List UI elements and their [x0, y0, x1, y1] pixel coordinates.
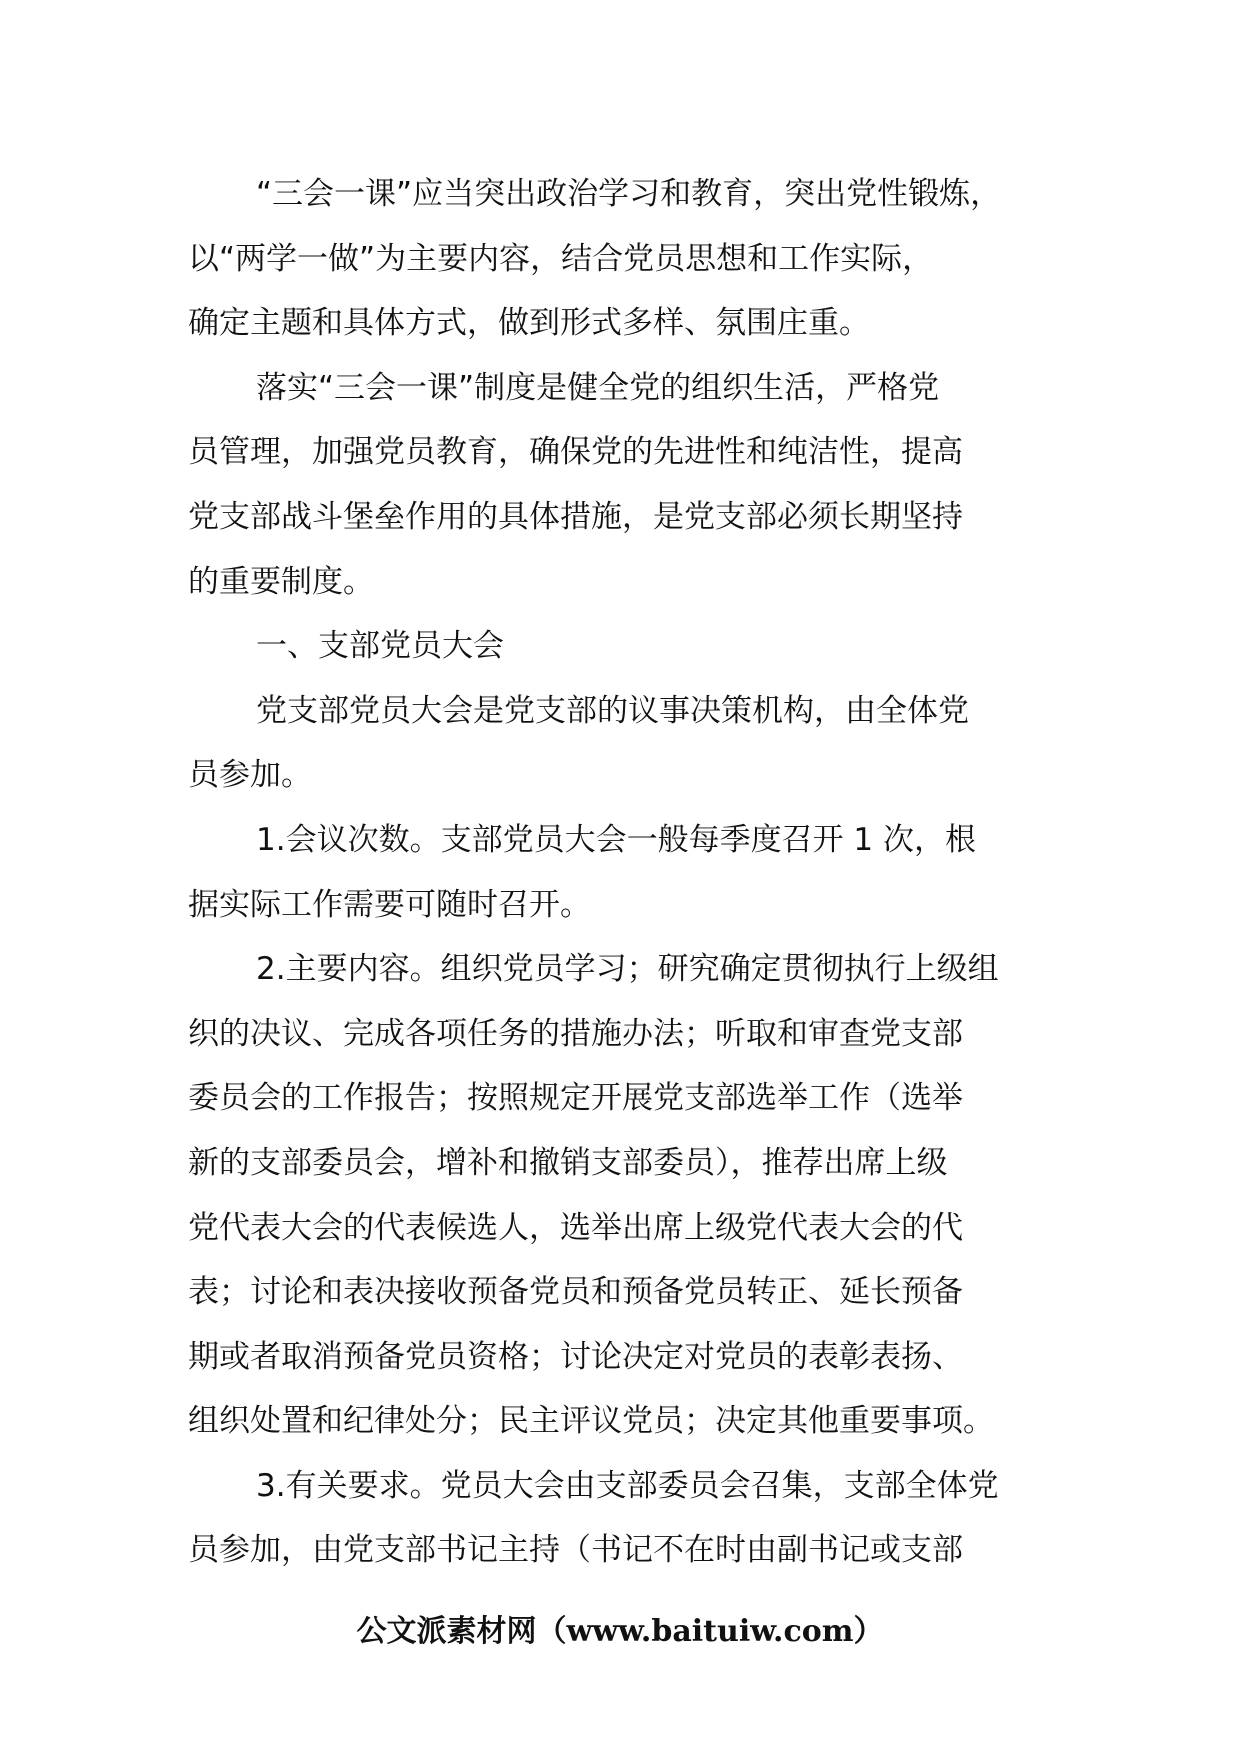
- text-line: 新的支部委员会，增补和撤销支部委员），推荐出席上级: [188, 1144, 948, 1181]
- text-line: 员参加。: [188, 757, 312, 794]
- text-line: 员管理，加强党员教育，确保党的先进性和纯洁性，提高: [188, 434, 963, 471]
- text-line: 3.有关要求。党员大会由支部委员会召集，支部全体党: [256, 1467, 999, 1504]
- document-body: [188, 162, 1078, 1583]
- text-line: 据实际工作需要可随时召开。: [188, 886, 591, 923]
- text-line: 委员会的工作报告；按照规定开展党支部选举工作（选举: [188, 1080, 963, 1117]
- text-line: 1.会议次数。支部党员大会一般每季度召开 1 次，根: [256, 821, 977, 858]
- text-line: 确定主题和具体方式，做到形式多样、氛围庄重。: [188, 305, 870, 342]
- text-line: 期或者取消预备党员资格；讨论决定对党员的表彰表扬、: [188, 1338, 963, 1375]
- text-line: 织的决议、完成各项任务的措施办法；听取和审查党支部: [188, 1015, 963, 1052]
- text-line: 员参加，由党支部书记主持（书记不在时由副书记或支部: [188, 1532, 963, 1569]
- text-line: 落实“三会一课”制度是健全党的组织生活，严格党: [256, 369, 940, 406]
- text-line: 党支部党员大会是党支部的议事决策机构，由全体党: [256, 692, 969, 729]
- text-line: 2.主要内容。组织党员学习；研究确定贯彻执行上级组: [256, 951, 999, 988]
- text-line: 组织处置和纪律处分；民主评议党员；决定其他重要事项。: [188, 1403, 994, 1440]
- text-line: 以“两学一做”为主要内容，结合党员思想和工作实际，: [188, 240, 934, 277]
- page-footer-watermark: 公文派素材网（www.baituiw.com）: [356, 1614, 884, 1649]
- text-line: 一、支部党员大会: [256, 628, 504, 665]
- text-line: 党支部战斗堡垒作用的具体措施，是党支部必须长期坚持: [188, 498, 963, 535]
- text-line: 党代表大会的代表候选人，选举出席上级党代表大会的代: [188, 1209, 963, 1246]
- text-line: “三会一课”应当突出政治学习和教育，突出党性锻炼，: [256, 176, 1002, 212]
- text-line: 的重要制度。: [188, 563, 374, 600]
- text-line: 表；讨论和表决接收预备党员和预备党员转正、延长预备: [188, 1274, 963, 1311]
